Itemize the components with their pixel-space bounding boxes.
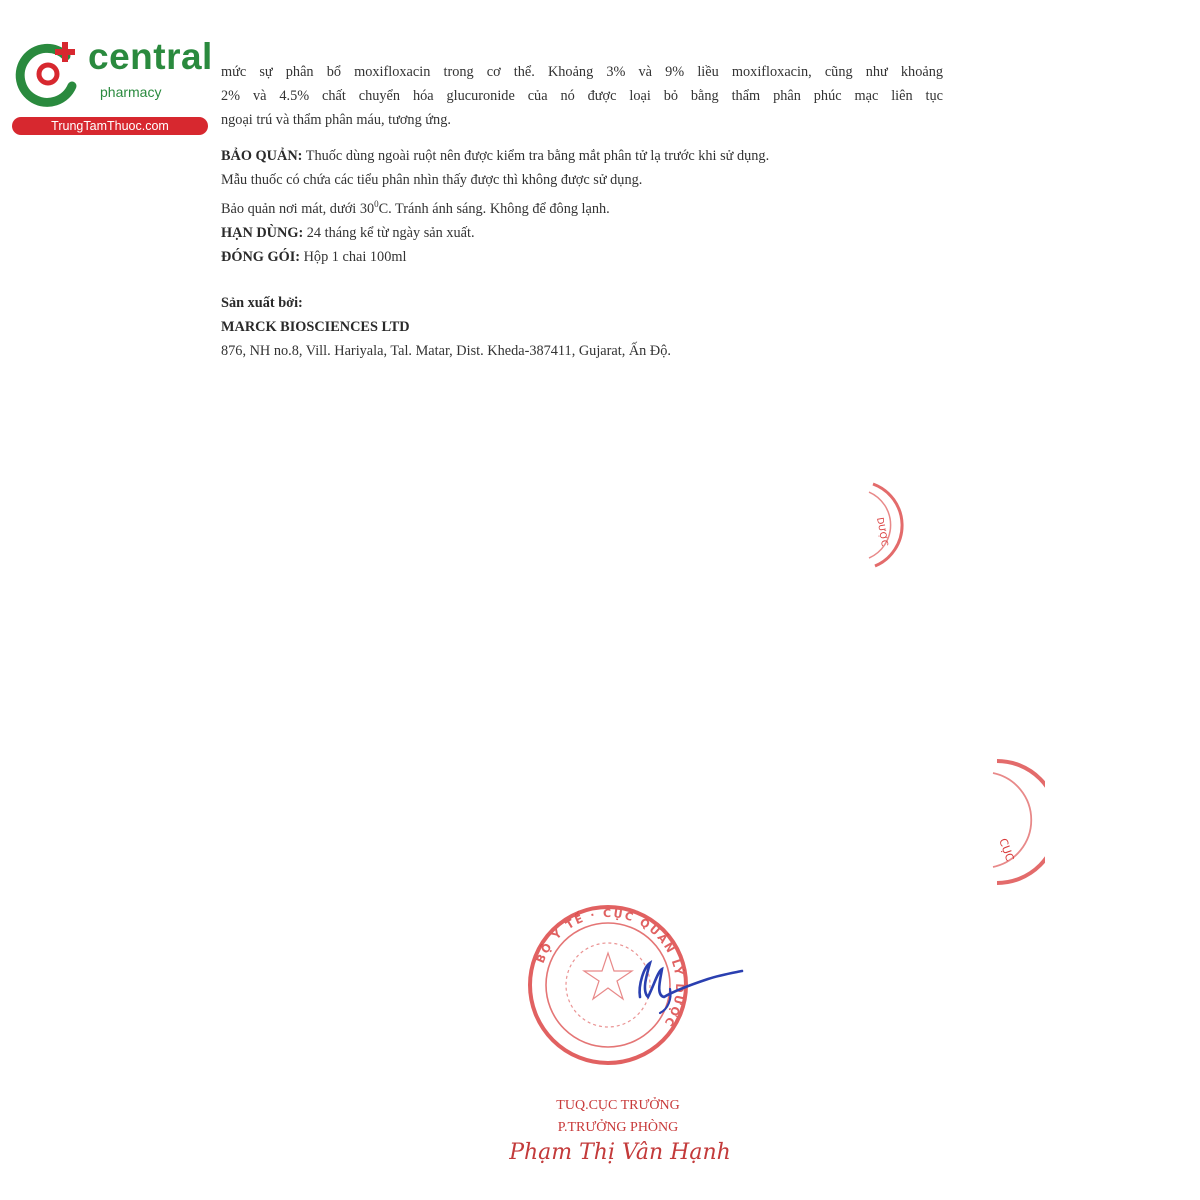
svg-text:CỤC: CỤC — [996, 836, 1017, 864]
manufacturer-label: Sản xuất bởi: — [221, 294, 303, 311]
signature-scribble — [640, 963, 742, 997]
storage-line-3: Bảo quản nơi mát, dưới $30^0C$. Tránh ánh sáng. Không để đông lạnh. — [221, 199, 610, 217]
packaging-label: ĐÓNG GÓI: — [221, 248, 301, 265]
logo-brand: central — [88, 36, 213, 77]
intro-line-3: ngoại trú và thẩm phân máu, tương ứng. — [221, 112, 451, 128]
packaging-section — [221, 245, 943, 269]
signature-block — [518, 1095, 718, 1139]
partial-seal-lower — [985, 755, 1045, 890]
storage-line-2: Mẫu thuốc có chứa các tiểu phân nhìn thấy được thì không được sử dụng. — [221, 172, 643, 188]
signer-title-2: P.TRƯỞNG PHÒNG — [557, 1120, 679, 1135]
intro-line-1: mức sự phân bổ moxifloxacin trong cơ thể. Khoảng 3% và 9% liều moxifloxacin, cũng như khoảng — [221, 64, 943, 80]
manufacturer-address: 876, NH no.8, Vill. Hariyala, Tal. Matar, Dist. Kheda-387411, Gujarat, Ấn Độ. — [221, 342, 671, 359]
storage-label: BẢO QUẢN: — [221, 148, 303, 164]
manufacturer-name: MARCK BIOSCIENCES LTD — [221, 318, 410, 335]
pharmacy-logo — [8, 38, 213, 138]
document-body — [221, 60, 943, 363]
logo-url-badge: TrungTamThuoc.com — [12, 117, 208, 135]
logo-subtitle: pharmacy — [100, 84, 162, 100]
expiry-section — [221, 221, 943, 245]
expiry-label: HẠN DÙNG: — [221, 224, 304, 241]
signer-title-1: TUQ.CỤC TRƯỞNG — [556, 1098, 680, 1113]
packaging-text: Hộp 1 chai 100ml — [303, 248, 407, 265]
official-seal — [520, 905, 750, 1075]
seal-text: BỘ Y TẾ · CỤC QUẢN LÝ DƯỢC — [533, 906, 687, 1030]
intro-line-2: 2% và 4.5% chất chuyển hóa glucuronide của nó được loại bỏ bằng thẩm phân phúc mạc liên tục — [221, 88, 943, 104]
expiry-text: 24 tháng kể từ ngày sản xuất. — [306, 224, 475, 241]
partial-seal-upper — [855, 478, 915, 573]
pharmacy-logo-icon — [12, 38, 84, 110]
storage-text: Thuốc dùng ngoài ruột nên được kiểm tra bằng mắt phân tử lạ trước khi sử dụng. — [305, 148, 770, 164]
svg-text:DƯỢC: DƯỢC — [874, 516, 889, 548]
storage-section — [221, 144, 943, 168]
signer-name: Phạm Thị Vân Hạnh — [509, 1140, 731, 1165]
